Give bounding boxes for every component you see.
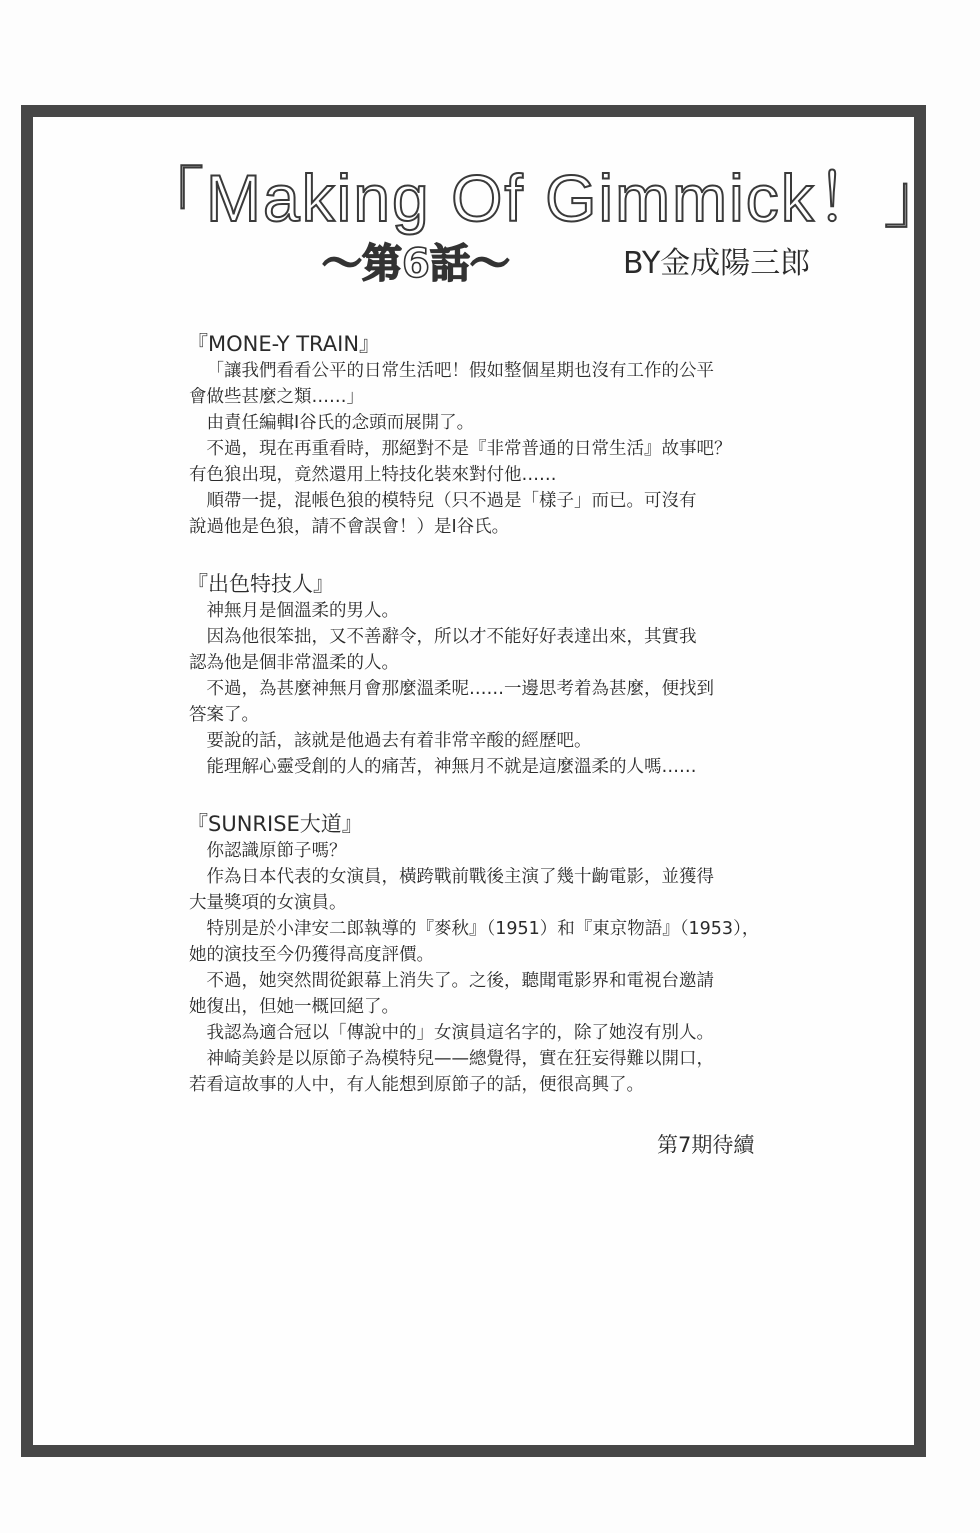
text-line: 我認為適合冠以「傳說中的」女演員這名字的，除了她沒有別人。 [206,1023,714,1043]
paragraph [189,916,759,968]
paragraph [189,358,759,410]
text-line: 因為他很笨拙，又不善辭令，所以才不能好好表達出來，其實我 [206,627,697,647]
text-line: 能理解心靈受創的人的痛苦，神無月不就是這麼溫柔的人嗎…… [206,757,697,777]
text-line: 「讓我們看看公平的日常生活吧！假如整個星期也沒有工作的公平 [206,361,714,381]
text-line: 特別是於小津安二郎執導的『麥秋』（1951）和『東京物語』（1953）， [206,919,760,939]
text-line: 答案了。 [189,705,259,725]
text-line: 要說的話，該就是他過去有着非常辛酸的經歷吧。 [206,731,592,751]
text-line: 作為日本代表的女演員，橫跨戰前戰後主演了幾十齣電影，並獲得 [206,867,714,887]
episode-label: ～第6話～ [322,241,510,287]
text-line: 順帶一提，混帳色狼的模特兒（只不過是「樣子」而已。可沒有 [206,491,697,511]
paragraph [189,488,759,540]
page-title: 「Making Of Gimmick！」 [138,161,952,235]
paragraph [189,838,759,864]
article-body [189,330,759,1128]
paragraph [189,1020,759,1046]
text-line: 會做些甚麼之類……」 [189,387,364,407]
text-line: 你認識原節子嗎？ [206,841,347,861]
paragraph [189,436,759,488]
section-sunrise-boulevard [189,810,759,1098]
paragraph [189,864,759,916]
text-line: 有色狼出現，竟然還用上特技化裝來對付他…… [189,465,557,485]
text-line: 她的演技至今仍獲得高度評價。 [189,945,434,965]
text-line: 大量獎項的女演員。 [189,893,347,913]
section-money-train [189,330,759,540]
text-line: 由責任編輯I谷氏的念頭而展開了。 [206,413,475,433]
paragraph [189,598,759,624]
text-line: 不過，她突然間從銀幕上消失了。之後，聽聞電影界和電視台邀請 [206,971,714,991]
to-be-continued-label: 第7期待續 [657,1133,755,1157]
paragraph [189,968,759,1020]
paragraph [189,728,759,754]
text-line: 不過，為甚麼神無月會那麼溫柔呢……一邊思考着為甚麼，便找到 [206,679,714,699]
section-heading: 『出色特技人』 [187,572,334,596]
text-line: 不過，現在再重看時，那絕對不是『非常普通的日常生活』故事吧？ [206,439,732,459]
text-line: 神崎美鈴是以原節子為模特兒——總覺得，實在狂妄得難以開口， [206,1049,714,1069]
section-heading: 『SUNRISE大道』 [187,812,363,836]
author-byline: BY金成陽三郎 [623,246,811,281]
text-line: 認為他是個非常溫柔的人。 [189,653,399,673]
paragraph [189,676,759,728]
text-line: 說過他是色狼，請不會誤會！）是I谷氏。 [189,517,510,537]
text-line: 若看這故事的人中，有人能想到原節子的話，便很高興了。 [189,1075,644,1095]
paragraph [189,624,759,676]
paragraph [189,754,759,780]
paragraph [189,1046,759,1098]
text-line: 她復出，但她一概回絕了。 [189,997,399,1017]
section-stuntman [189,570,759,780]
paragraph [189,410,759,436]
section-heading: 『MONE-Y TRAIN』 [187,332,381,356]
text-line: 神無月是個溫柔的男人。 [206,601,399,621]
